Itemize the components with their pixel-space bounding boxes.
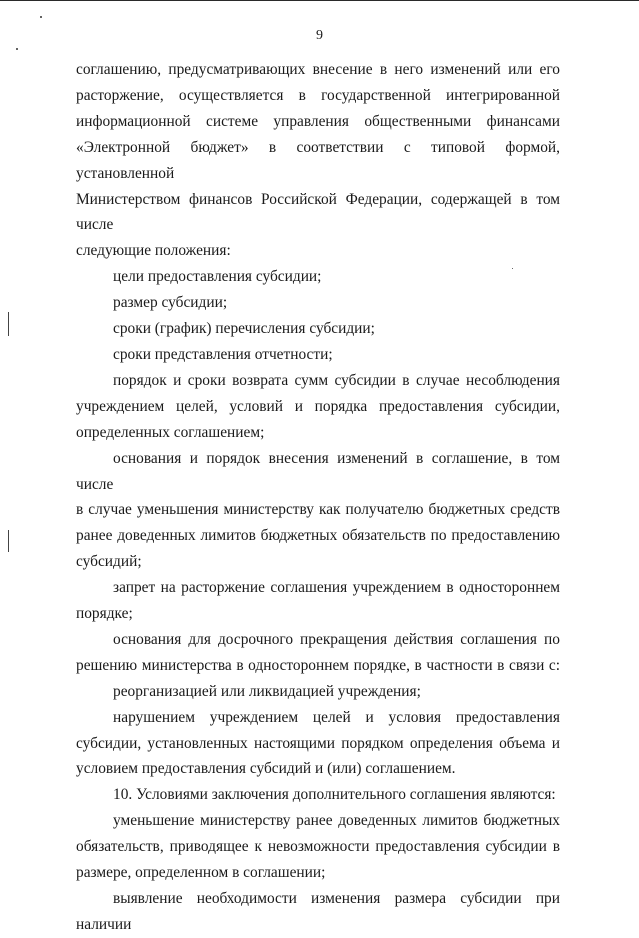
text-line: соглашению, предусматривающих внесение в него изменений или его xyxy=(76,61,560,78)
text-line: порядок и сроки возврата сумм субсидии в случае несоблюдения xyxy=(113,371,560,389)
text-line: обязательств, приводящее к невозможности предоставления субсидии в xyxy=(76,838,560,856)
text-line: «Электронной бюджет» в соответствии с типовой формой, установленной xyxy=(76,138,560,182)
page-number: 9 xyxy=(316,28,323,43)
list-item: сроки (график) перечисления субсидии; xyxy=(113,320,375,338)
text-line: субсидий; xyxy=(76,553,142,571)
text-line: уменьшение министерству ранее доведенных лимитов бюджетных xyxy=(113,812,560,830)
scan-left-edge-mark xyxy=(8,312,9,336)
text-line: условием предоставления субсидий и (или) соглашением. xyxy=(76,760,456,778)
text-line: учреждением целей, условий и порядка предоставления субсидии, xyxy=(76,397,560,415)
body-text xyxy=(76,57,560,938)
list-item: сроки представления отчетности; xyxy=(113,345,333,363)
text-line: следующие положения: xyxy=(76,242,231,260)
text-line: Министерством финансов Российской Федерации, содержащей в том числе xyxy=(76,190,560,234)
text-line: ранее доведенных лимитов бюджетных обязательств по предоставлению xyxy=(76,527,560,545)
text-line: в случае уменьшения министерству как получателю бюджетных средств xyxy=(76,501,560,519)
text-line: нарушением учреждением целей и условия предоставления xyxy=(113,708,560,726)
text-line: выявление необходимости изменения размера субсидии при наличии xyxy=(76,890,560,933)
text-line: решению министерства в одностороннем порядке, в частности в связи с: xyxy=(76,656,560,674)
text-line: порядке; xyxy=(76,605,133,623)
text-line: основания для досрочного прекращения действия соглашения по xyxy=(113,630,560,648)
list-item: размер субсидии; xyxy=(113,294,228,312)
text-line: реорганизацией или ликвидацией учреждения; xyxy=(113,682,421,700)
text-line: запрет на расторжение соглашения учреждением в одностороннем xyxy=(113,579,560,597)
list-item: цели предоставления субсидии; xyxy=(113,268,322,286)
scan-speck xyxy=(40,16,42,18)
text-line: субсидии, установленных настоящими порядком определения объема и xyxy=(76,734,560,752)
section-heading: 10. Условиями заключения дополнительного соглашения являются: xyxy=(113,786,556,804)
text-line: размере, определенном в соглашении; xyxy=(76,864,326,882)
text-line: основания и порядок внесения изменений в соглашение, в том числе xyxy=(76,449,560,493)
scan-top-edge xyxy=(0,0,639,1)
text-line: определенных соглашением; xyxy=(76,423,265,441)
text-line: информационной системе управления общественными финансами xyxy=(76,112,560,130)
scan-speck xyxy=(16,48,18,50)
text-line: расторжение, осуществляется в государственной интегрированной xyxy=(76,86,560,104)
scan-left-edge-mark xyxy=(8,530,9,552)
